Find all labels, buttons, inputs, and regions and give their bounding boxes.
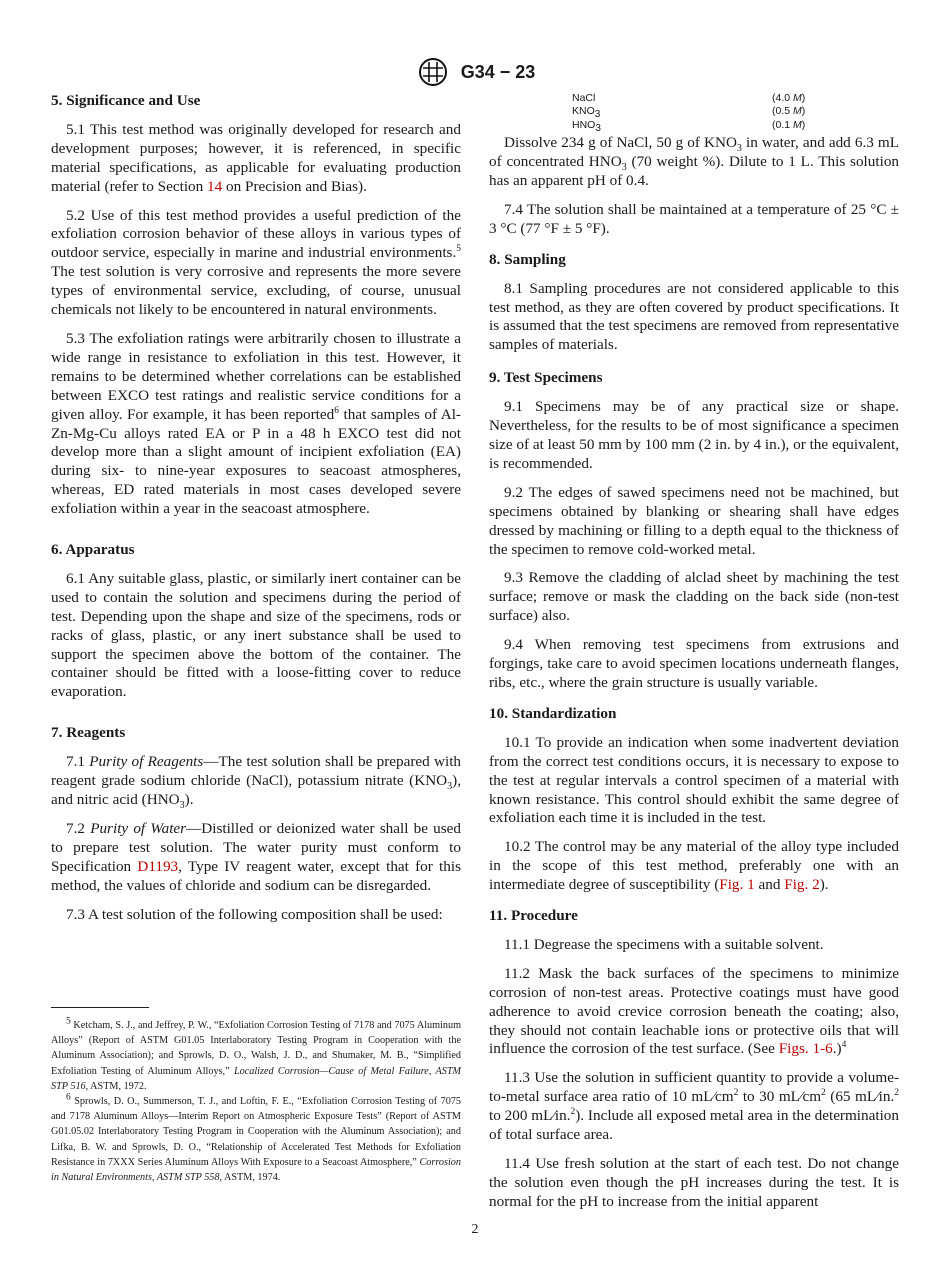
- para-8-1: 8.1 Sampling procedures are not considered applicable to this test method, as they are often covered by product specifications. It is assumed that the test specimens are removed from representative samples of materials.: [489, 279, 899, 354]
- para-6-1: 6.1 Any suitable glass, plastic, or similarly inert container can be used to contain the solution and specimens during the period of test. Depending upon the shape and size of the specimens, rods or racks of glass, plastic, or any inert substance shall be used to support the specimen above the bottom of the container. The container should be fitted with a loose-fitting cover to reduce evaporation.: [51, 569, 461, 701]
- composition-row: $HNO_3$ (0.1 M): [572, 118, 806, 134]
- composition-table: [489, 92, 899, 132]
- para-10-1: 10.1 To provide an indication when some inadvertent deviation from the correct test conditions occurs, it is necessary to expose to the test at regular intervals a control specimen of a material with known resistance. This control should exhibit the same degree of exfoliation each time it is included in the test.: [489, 733, 899, 827]
- composition-row: NaCl (4.0 M): [572, 92, 806, 104]
- footnotes: [51, 1007, 461, 1185]
- section-11-title: 11. Procedure: [489, 907, 578, 925]
- para-7-4: 7.4 The solution shall be maintained at a temperature of 25 °C ± 3 °C (77 °F ± 5 °F).: [489, 200, 899, 237]
- astm-logo-icon: [415, 57, 451, 87]
- left-column: [51, 92, 461, 934]
- para-9-2: 9.2 The edges of sawed specimens need not be machined, but specimens obtained by blanking or shearing shall have edges dressed by machining or filling to a depth equal to the thickness of the specimen to remove cold-worked metal.: [489, 483, 899, 558]
- section-9-title: 9. Test Specimens: [489, 369, 603, 387]
- footnote-rule: [51, 1007, 149, 1008]
- para-9-4: 9.4 When removing test specimens from extrusions and forgings, take care to avoid specimen locations underneath flanges, ribs, etc., where the grain structure is usually variable.: [489, 636, 899, 691]
- figs-1-6-link[interactable]: Figs. 1-6: [778, 1040, 833, 1058]
- section-5-title: 5. Significance and Use: [51, 92, 201, 109]
- para-11-2: 11.2 Mask the back surfaces of the specimens to minimize corrosion of non-test areas. Protective coatings must have good adherence to avoid crevice corrosion beneath the coating; also, they should not contain leachable ions or protective oils that will influence the corrosion of the test surface. (See Figs. 1-6.)$^4$: [489, 964, 899, 1058]
- composition-row: $KNO_3$ (0.5 M): [572, 105, 806, 121]
- section-6-title: 6. Apparatus: [51, 541, 135, 559]
- d1193-link[interactable]: D1193: [137, 857, 179, 875]
- para-7-1: 7.1 Purity of Reagents—The test solution shall be prepared with reagent grade sodium chloride (NaCl), potassium nitrate $(KNO_3)$, and nitric acid $(HNO_3)$.: [51, 753, 462, 812]
- para-5-3: 5.3 The exfoliation ratings were arbitrarily chosen to illustrate a wide range in resistance to exfoliation in this test. However, it remains to be determined whether correlations can be established between EXCO test ratings and realistic service conditions for a given alloy. For example, it has been reported$^6$ that samples of Al-Zn-Mg-Cu alloys rated EA or P in a 48 h EXCO test did not develop more than a slight amount of incipient exfoliation (EA) during six- to nine-year exposures to seacoast atmospheres, whereas, ED rated materials in most cases developed severe exfoliation within a year in the seacoast atmosphere.: [51, 329, 461, 518]
- fig-2-link[interactable]: Fig. 2: [784, 876, 820, 894]
- para-9-3: 9.3 Remove the cladding of alclad sheet by machining the test surface; remove or mask the cladding on the back side (non-test surface) also.: [489, 569, 899, 625]
- para-dissolve: Dissolve 234 g of NaCl, 50 g of $KNO_3$ in water, and add 6.3 mL of concentrated $HNO_3$ (70 weight %). Dilute to 1 L. This solution has an apparent pH of 0.4.: [489, 134, 900, 190]
- document-id: G34 − 23: [460, 61, 536, 82]
- page-header: [0, 57, 950, 87]
- section-14-link[interactable]: 14: [207, 177, 223, 195]
- para-5-1: 5.1 This test method was originally developed for research and development purposes; however, it is referenced, in specific material specifications, as applicable for evaluating production material (refer to Section 14 on Precision and Bias).: [51, 120, 461, 195]
- page-number: 2: [471, 1222, 479, 1237]
- para-11-4: 11.4 Use fresh solution at the start of each test. Do not change the solution even though the pH increases during the test. It is normal for the pH to increase from the initial apparent: [489, 1155, 899, 1210]
- section-7-title: 7. Reagents: [51, 724, 126, 742]
- para-10-2: 10.2 The control may be any material of the alloy type included in the scope of this test method, preferably one with an intermediate degree of susceptibility (Fig. 1 and Fig. 2).: [489, 838, 899, 894]
- footnote-5: $^5$ Ketcham, S. J., and Jeffrey, P. W., “Exfoliation Corrosion Testing of 7178 and 7075 Aluminum Alloys” (Report of ASTM G01.05 Interlaboratory Testing Program in Cooperation with the Aluminum Association); and Sprowls, D. O., Walsh, J. D., and Shumaker, M. B., “Simplified Exfoliation Testing of Aluminum Alloys,” Localized Corrosion—Cause of Metal Failure, ASTM STP 516, ASTM, 1972.: [51, 1016, 461, 1092]
- para-11-3: 11.3 Use the solution in sufficient quantity to provide a volume-to-metal surface area ratio of 10 $mL⁄cm^2$ to 30 $mL⁄cm^2$ (65 mL⁄in.$^2$ to 200 mL⁄in.$^2$). Include all exposed metal area in the determination of total surface area.: [489, 1069, 899, 1144]
- para-7-2: 7.2 Purity of Water—Distilled or deionized water shall be used to prepare test solution. The water purity must conform to Specification D1193, Type IV reagent water, except that for this method, the values of chloride and sodium can be disregarded.: [51, 819, 462, 894]
- para-7-3: 7.3 A test solution of the following composition shall be used:: [66, 905, 443, 923]
- section-8-title: 8. Sampling: [489, 250, 566, 268]
- section-10-title: 10. Standardization: [489, 704, 617, 722]
- para-5-2: 5.2 Use of this test method provides a useful prediction of the exfoliation corrosion behavior of these alloys in various types of outdoor service, especially in marine and industrial environments.$^5$ The test solution is very corrosive and represents the more severe types of environmental service, excluding, of course, unusual chemicals not likely to be encountered in natural environments.: [51, 206, 461, 319]
- fig-1-link[interactable]: Fig. 1: [719, 876, 755, 894]
- para-11-1: 11.1 Degrease the specimens with a suitable solvent.: [504, 935, 824, 953]
- para-9-1: 9.1 Specimens may be of any practical size or shape. Nevertheless, for the results to be of most significance a specimen size of at least 50 mm by 100 mm (2 in. by 4 in.), or the equivalent, is recommended.: [489, 398, 899, 472]
- right-column: [489, 92, 899, 1222]
- footnote-6: $^6$ Sprowls, D. O., Summerson, T. J., and Loftin, F. E., “Exfoliation Corrosion Testing of 7075 and 7178 Aluminum Alloys—Interim Report on Atmospheric Exposure Tests” (Report of ASTM G01.05.02 Interlaboratory Testing Program in Cooperation with the Aluminum Association); and Lifka, B. W. and Sprowls, D. O., “Relationship of Accelerated Test Methods for Exfoliation Resistance in 7XXX Series Aluminum Alloys With Exposure to a Seacoast Atmosphere,” Corrosion in Natural Environments, ASTM STP 558, ASTM, 1974.: [51, 1092, 461, 1184]
